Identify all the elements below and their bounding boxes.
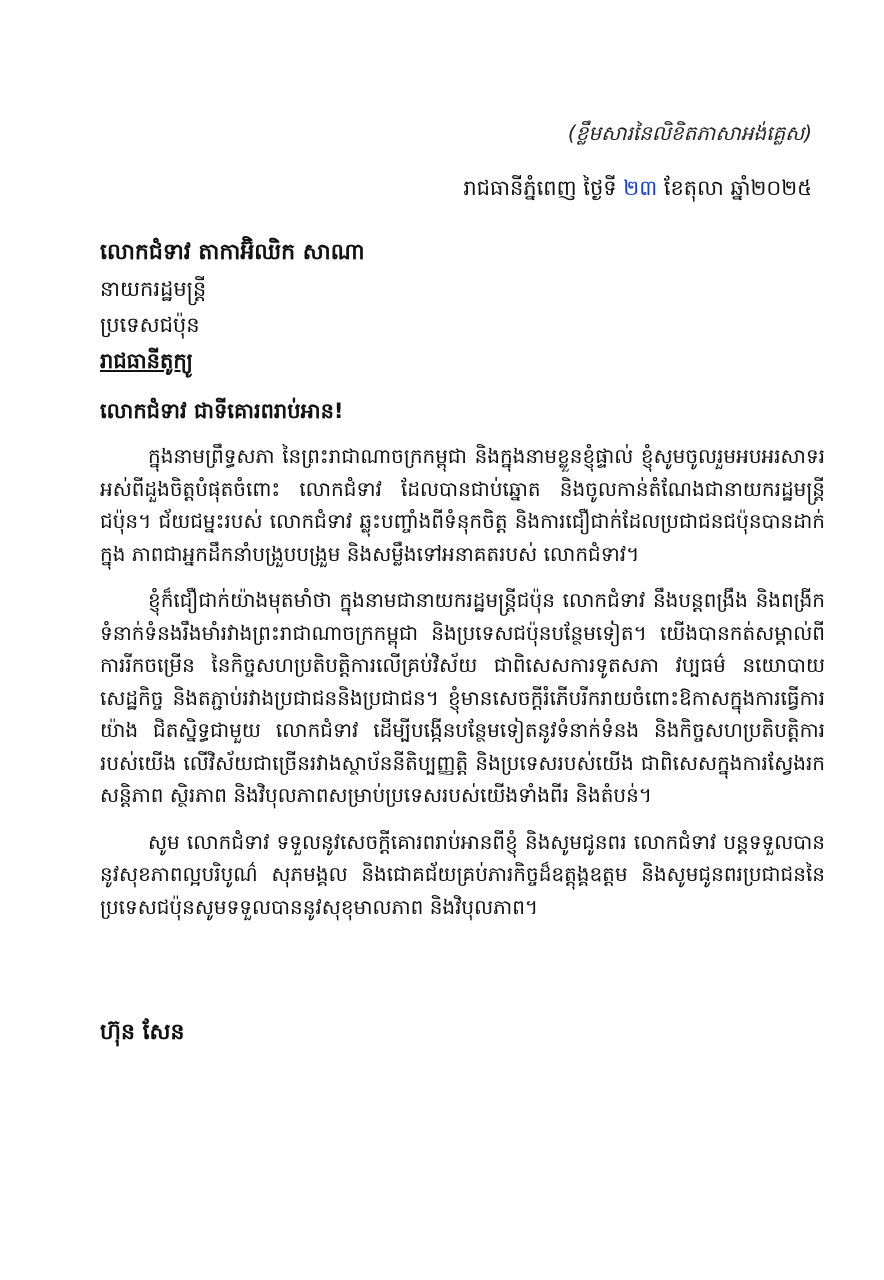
dateline-prefix: រាជធានីភ្នំពេញ ថ្ងៃទី bbox=[463, 176, 624, 200]
paragraph-1: ក្នុងនាមព្រឹទ្ធសភា នៃព្រះរាជាណាចក្រកម្ពុជា និងក្នុងនាមខ្លួនខ្ញុំផ្ទាល់ ខ្ញុំសូមចូលរួមអបអរសាទរ អស់ពីដួងចិត្តបំផុតចំពោះ លោកជំទាវ ដែលបានជាប់ឆ្នោត និងចូលកាន់តំណែងជានាយករដ្ឋមន្ត្រីជប៉ុន។ ជ័យជម្នះរបស់ លោកជំទាវ ឆ្លុះបញ្ចាំងពីទំនុកចិត្ត និងការជឿជាក់ដែលប្រជាជនជប៉ុនបានដាក់ក្នុង ភាពជាអ្នកដឹកនាំបង្រួបបង្រួម និងសម្លឹងទៅអនាគតរបស់ លោកជំទាវ។ bbox=[100, 444, 825, 566]
translation-note: (ខ្លឹមសារនៃលិខិតភាសាអង់គ្លេស) bbox=[567, 121, 812, 145]
dateline-day: ២៣ bbox=[623, 176, 658, 200]
recipient-country: ប្រទេសជប៉ុន bbox=[100, 313, 200, 337]
recipient-address bbox=[100, 235, 365, 379]
recipient-name: លោកជំទាវ តាកាអ៊ិឈិក សាណា bbox=[100, 240, 365, 265]
dateline bbox=[463, 175, 812, 206]
paragraph-3: សូម លោកជំទាវ ទទួលនូវសេចក្តីគោរពរាប់អានពីខ្ញុំ និងសូមជូនពរ លោកជំទាវ បន្តទទួលបាន នូវសុខភាពល្អបរិបូណ៌ សុភមង្គល និងជោគជ័យគ្រប់ភារកិច្ចដ៏ឧត្តុង្គឧត្តម និងសូមជូនពរប្រជាជននៃ ប្រទេសជប៉ុនសូមទទួលបាននូវសុខុមាលភាព និងវិបុលភាព។ bbox=[100, 829, 825, 919]
salutation: លោកជំទាវ ជាទីគោរពរាប់អាន! bbox=[100, 399, 344, 423]
signature: ហ៊ុន សែន bbox=[100, 1020, 185, 1045]
recipient-title: នាយករដ្ឋមន្ត្រី bbox=[100, 277, 207, 301]
paragraph-2: ខ្ញុំក៏ជឿជាក់យ៉ាងមុតមាំថា ក្នុងនាមជានាយករដ្ឋមន្ត្រីជប៉ុន លោកជំទាវ នឹងបន្តពង្រឹង និងពង្រីក ទំនាក់ទំនងរឹងមាំរវាងព្រះរាជាណាចក្រកម្ពុជា និងប្រទេសជប៉ុនបន្ថែមទៀត។ យើងបានកត់សម្គាល់ពី ការរីកចម្រើន នៃកិច្ចសហប្រតិបត្តិការលើគ្រប់វិស័យ ជាពិសេសការទូតសភា វប្បធម៌ នយោបាយ សេដ្ឋកិច្ច និងតភ្ជាប់រវាងប្រជាជននិងប្រជាជន។ ខ្ញុំមានសេចក្តីរំភើបរីករាយចំពោះឱកាសក្នុងការធ្វើការយ៉ាង ជិតស្និទ្ធជាមួយ លោកជំទាវ ដើម្បីបង្កើនបន្ថែមទៀតនូវទំនាក់ទំនង និងកិច្ចសហប្រតិបត្តិការរបស់យើង លើវិស័យជាច្រើនរវាងស្ថាប័ននីតិប្បញ្ញត្តិ និងប្រទេសរបស់យើង ជាពិសេសក្នុងការស្វែងរកសន្តិភាព ស្ថិរភាព និងវិបុលភាពសម្រាប់ប្រទេសរបស់យើងទាំងពីរ និងតំបន់។ bbox=[100, 588, 825, 807]
dateline-suffix: ខែតុលា ឆ្នាំ២០២៥ bbox=[657, 176, 812, 200]
letter-body bbox=[100, 440, 825, 937]
recipient-city: រាជធានីតូក្យូ bbox=[100, 349, 193, 373]
